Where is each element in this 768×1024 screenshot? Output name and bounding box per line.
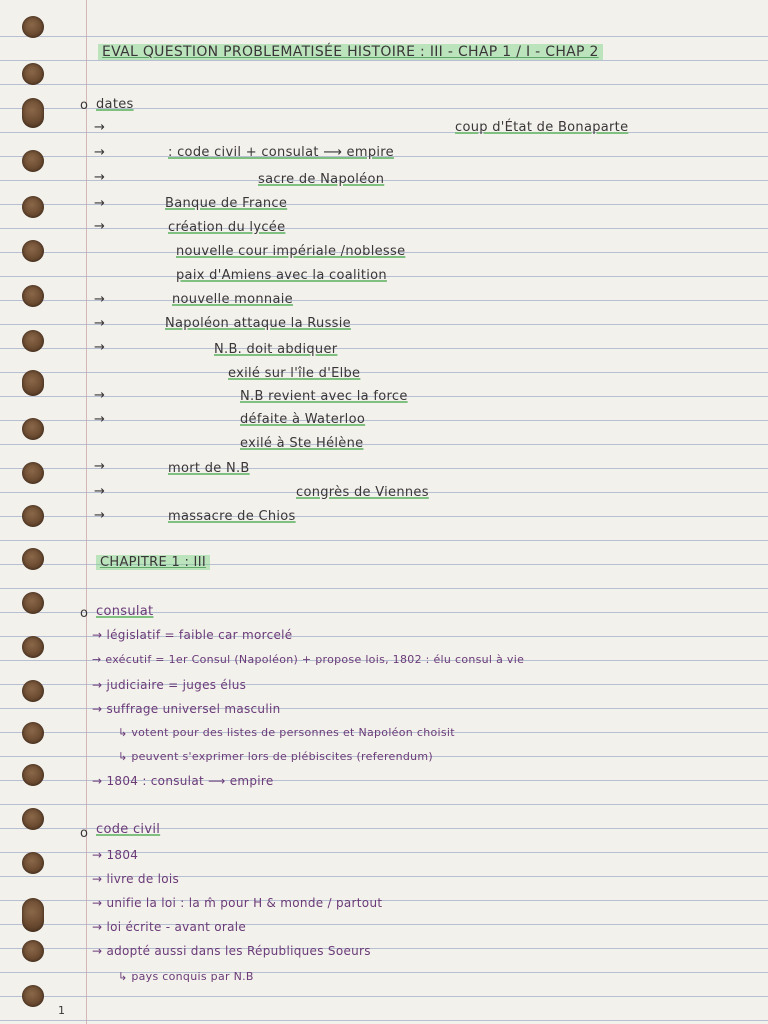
- code-civil-item: → unifie la loi : la m̂ pour H & monde / partout: [92, 896, 383, 910]
- binder-hole: [22, 505, 44, 527]
- date-item: massacre de Chios: [168, 509, 296, 524]
- binder-hole: [22, 592, 44, 614]
- arrow: →: [94, 388, 105, 403]
- consulat-sub-item: ↳ votent pour des listes de personnes et Napoléon choisit: [118, 726, 455, 739]
- binder-hole: [22, 330, 44, 352]
- arrow: →: [94, 316, 105, 331]
- date-item: N.B revient avec la force: [240, 389, 408, 404]
- arrow: →: [94, 170, 105, 185]
- binder-hole: [22, 636, 44, 658]
- date-item: exilé à Ste Hélène: [240, 436, 364, 451]
- date-item: congrès de Viennes: [296, 485, 429, 500]
- binder-hole: [22, 240, 44, 262]
- arrow: →: [94, 196, 105, 211]
- arrow: →: [94, 412, 105, 427]
- arrow: →: [94, 219, 105, 234]
- binder-hole: [22, 680, 44, 702]
- binder-hole: [22, 370, 44, 396]
- chapter-heading-text: CHAPITRE 1 : III: [96, 555, 210, 570]
- consulat-heading: consulat: [96, 604, 154, 619]
- binder-hole: [22, 548, 44, 570]
- binder-hole: [22, 808, 44, 830]
- binder-hole: [22, 285, 44, 307]
- date-item: coup d'État de Bonaparte: [455, 120, 629, 135]
- date-item: N.B. doit abdiquer: [214, 342, 338, 357]
- arrow: →: [94, 508, 105, 523]
- arrow: →: [94, 120, 105, 135]
- date-item: nouvelle cour impériale /noblesse: [176, 244, 406, 259]
- binder-hole: [22, 16, 44, 38]
- binder-hole: [22, 940, 44, 962]
- code-civil-heading: code civil: [96, 822, 161, 837]
- date-item: paix d'Amiens avec la coalition: [176, 268, 387, 283]
- date-item: exilé sur l'île d'Elbe: [228, 366, 361, 381]
- consulat-item: → 1804 : consulat ⟶ empire: [92, 774, 274, 788]
- binder-hole: [22, 764, 44, 786]
- bullet: o: [80, 826, 88, 841]
- code-civil-item: → 1804: [92, 848, 139, 862]
- consulat-item: → suffrage universel masculin: [92, 702, 281, 716]
- consulat-item: → législatif = faible car morcelé: [92, 628, 293, 642]
- binder-hole: [22, 196, 44, 218]
- consulat-item: → exécutif = 1er Consul (Napoléon) + propose lois, 1802 : élu consul à vie: [92, 653, 525, 666]
- binder-hole: [22, 985, 44, 1007]
- arrow: →: [94, 145, 105, 160]
- binder-hole: [22, 63, 44, 85]
- binder-hole: [22, 462, 44, 484]
- binder-hole: [22, 98, 44, 128]
- binder-hole: [22, 722, 44, 744]
- arrow: →: [94, 484, 105, 499]
- binder-hole: [22, 852, 44, 874]
- corner-mark: 1: [58, 1004, 66, 1017]
- title-text: EVAL QUESTION PROBLEMATISÉE HISTOIRE : III - CHAP 1 / I - CHAP 2: [98, 44, 603, 60]
- chapter-heading: [96, 555, 210, 570]
- date-item: nouvelle monnaie: [172, 292, 293, 307]
- binder-hole: [22, 150, 44, 172]
- date-item: sacre de Napoléon: [258, 172, 385, 187]
- binder-hole: [22, 898, 44, 932]
- code-civil-item: → adopté aussi dans les Républiques Soeurs: [92, 944, 371, 958]
- bullet: o: [80, 606, 88, 621]
- date-item: mort de N.B: [168, 461, 250, 476]
- consulat-sub-item: ↳ peuvent s'exprimer lors de plébiscites (referendum): [118, 750, 434, 763]
- arrow: →: [94, 459, 105, 474]
- date-item: Banque de France: [165, 196, 288, 211]
- date-item: création du lycée: [168, 220, 286, 235]
- arrow: →: [94, 292, 105, 307]
- consulat-item: → judiciaire = juges élus: [92, 678, 247, 692]
- date-item: défaite à Waterloo: [240, 412, 366, 427]
- binder-hole: [22, 418, 44, 440]
- margin-line: [86, 0, 87, 1024]
- date-item: : code civil + consulat ⟶ empire: [168, 145, 394, 160]
- page-title: [98, 44, 603, 60]
- arrow: →: [94, 340, 105, 355]
- code-civil-item: → livre de lois: [92, 872, 180, 886]
- date-item: Napoléon attaque la Russie: [165, 316, 351, 331]
- code-civil-sub-item: ↳ pays conquis par N.B: [118, 970, 254, 983]
- dates-heading: dates: [96, 97, 134, 112]
- code-civil-item: → loi écrite - avant orale: [92, 920, 247, 934]
- bullet: o: [80, 98, 88, 113]
